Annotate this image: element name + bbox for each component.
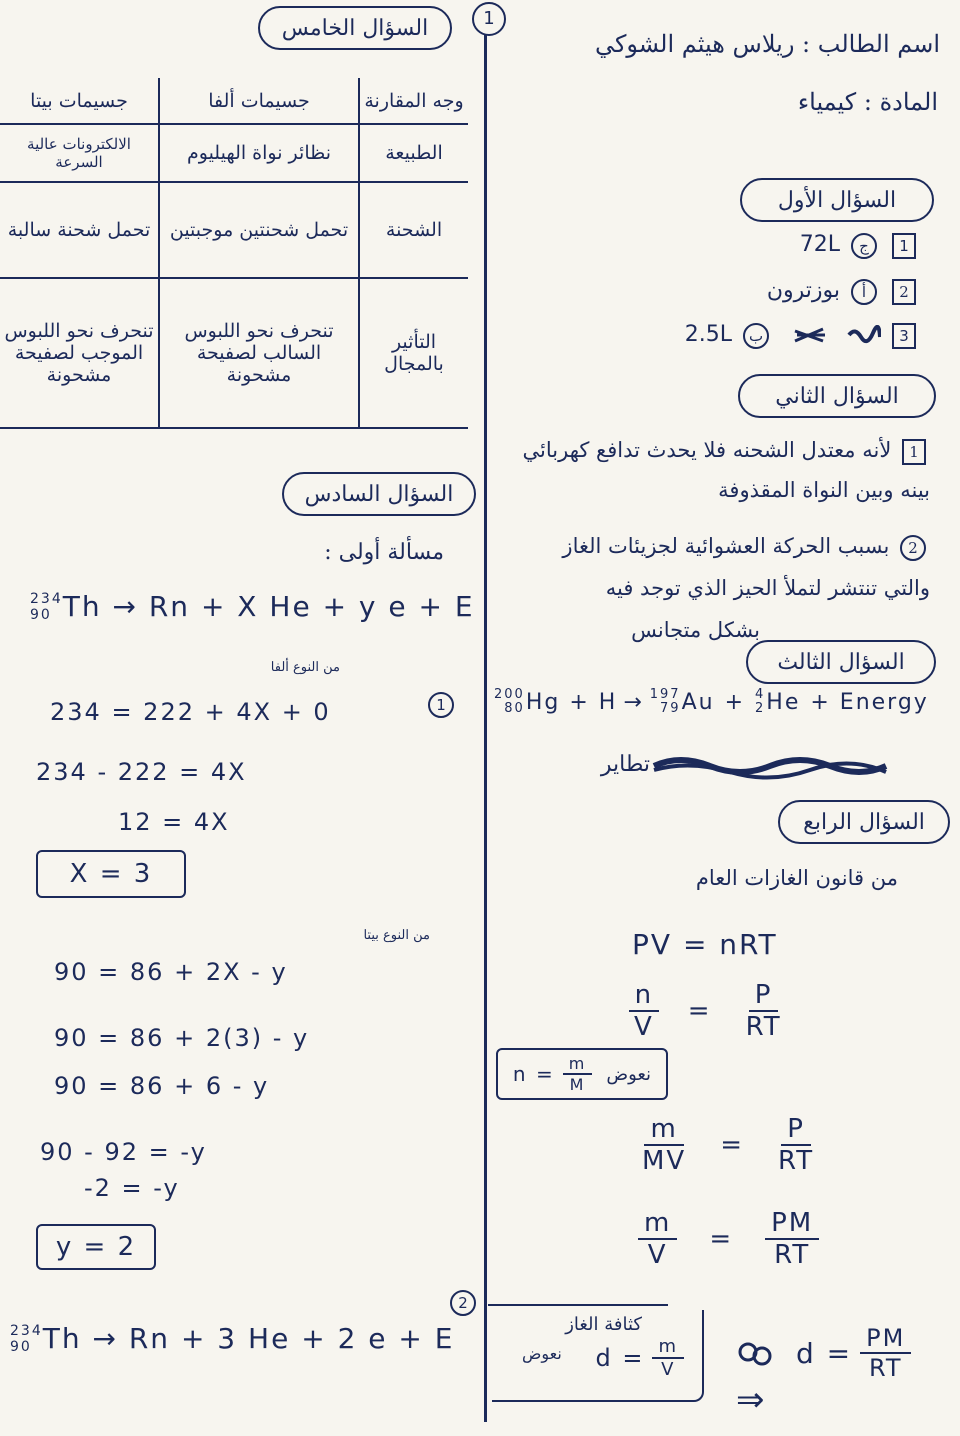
q5-title: السؤال الخامس [258, 6, 452, 50]
step-number-2: 2 [446, 1290, 480, 1316]
alpha-note: من النوع ألفا [270, 660, 340, 675]
q2-answer-2-end: بشكل متجانس [631, 618, 760, 642]
q2-answer-2-cont: والتي تنتشر لتملأ الحيز الذي توجد فيه [605, 576, 930, 600]
q2-answer-2: 2 بسبب الحركة العشوائية لجزيئات الغاز [562, 534, 930, 561]
table-cell: الالكترونات عالية السرعة [0, 124, 159, 182]
q1-answer-2: 2 أ بوزترون [767, 278, 920, 305]
q1-title: السؤال الأول [740, 178, 934, 222]
q1-answer-1: 1 ج 72L [800, 232, 920, 259]
page-number: 1 [472, 2, 506, 36]
table-cell: نظائر نواة الهيليوم [159, 124, 359, 182]
q4-line-4: $\frac{m}{V}$ = $\frac{PM}{RT}$ [630, 1208, 827, 1270]
student-name: اسم الطالب : ريلاس هيثم الشوكي [594, 30, 940, 58]
q6-step-3: 12 = 4X [118, 808, 230, 836]
q2-title: السؤال الثاني [738, 374, 936, 418]
q4-line-1: PV = nRT [632, 928, 778, 961]
q6-step-5: 90 = 86 + 2(3) - y [54, 1024, 310, 1052]
table-cell: التأثير بالمجال [359, 278, 468, 428]
alpha-beta-comparison-table [0, 78, 468, 429]
q6-step-8: -2 = -y [84, 1174, 180, 1202]
table-cell: الشحنة [359, 182, 468, 278]
q6-final-equation: 234 90 Th → Rn + 3 He + 2 e + E [10, 1322, 455, 1355]
q3-answer: تطاير [600, 752, 650, 777]
header-cell: وجه المقارنة [359, 78, 468, 124]
q2-answer-1: 1 لأنه معتدل الشحنه فلا يحدث تدافع كهربائي [523, 438, 930, 465]
q4-line-2: $\frac{n}{V}$ = $\frac{P}{RT}$ [620, 980, 796, 1042]
y-result-box: y = 2 [36, 1224, 156, 1270]
table-cell: تحمل شحنتين موجبتين [159, 182, 359, 278]
q6-title: السؤال السادس [282, 472, 476, 516]
crossed-out-scribble [650, 752, 890, 780]
q4-line-3: $\frac{m}{MV}$ = $\frac{P}{RT}$ [642, 1114, 815, 1176]
header-cell: جسيمات بيتا [0, 78, 159, 124]
q3-title: السؤال الثالث [746, 640, 936, 684]
q2-answer-1-cont: بينه وبين النواة المقذوفة [718, 478, 930, 502]
step-number-1: 1 [424, 692, 458, 718]
q4-separator [488, 1304, 668, 1306]
header-cell: جسيمات ألفا [159, 78, 359, 124]
x-result-box: X = 3 [36, 850, 186, 898]
q6-step-4: 90 = 86 + 2X - y [54, 958, 288, 986]
table-cell: تنحرف نحو اللبوس السالب لصفيحة مشحونة [159, 278, 359, 428]
subject-line: المادة : كيمياء [797, 88, 938, 116]
q3-equation: 200 80 Hg + H → 197 79 Au + 4 2 He + Energy [494, 687, 929, 716]
scribble-icon [736, 1338, 776, 1368]
scribble-icon [780, 325, 840, 345]
scribble-icon [847, 325, 881, 345]
table-header-row [0, 78, 468, 124]
beta-note: من النوع بيتا [363, 928, 430, 943]
density-result: d = $\frac{PM}{RT}$ [736, 1324, 919, 1382]
center-divider [484, 22, 487, 1422]
q6-step-6: 90 = 86 + 6 - y [54, 1072, 270, 1100]
table-row [0, 124, 468, 182]
q4-intro: من قانون الغازات العام [695, 866, 898, 890]
q4-substitution-box: n = $\frac{m}{M}$ نعوض [496, 1048, 668, 1100]
table-cell: الطبيعة [359, 124, 468, 182]
implies-arrow-icon: ⇒ [736, 1380, 765, 1420]
q6-equation-1: 234 90 Th → Rn + X He + y e + E [30, 590, 475, 623]
q6-step-1: 234 = 222 + 4X + 0 [50, 698, 331, 726]
q4-title: السؤال الرابع [778, 800, 950, 844]
arrow-icon: → [623, 689, 644, 715]
q6-subtitle: مسألة أولى : [324, 540, 444, 565]
q1-answer-3: 3 ب 2.5L [685, 322, 920, 349]
density-box: كثافة الغاز نعوض d = $\frac{m}{V}$ [492, 1310, 704, 1402]
table-row [0, 278, 468, 428]
table-cell: تحمل شحنة سالبة [0, 182, 159, 278]
table-row [0, 182, 468, 278]
q6-step-2: 234 - 222 = 4X [36, 758, 247, 786]
q6-step-7: 90 - 92 = -y [40, 1138, 207, 1166]
table-cell: تنحرف نحو اللبوس الموجب لصفيحة مشحونة [0, 278, 159, 428]
